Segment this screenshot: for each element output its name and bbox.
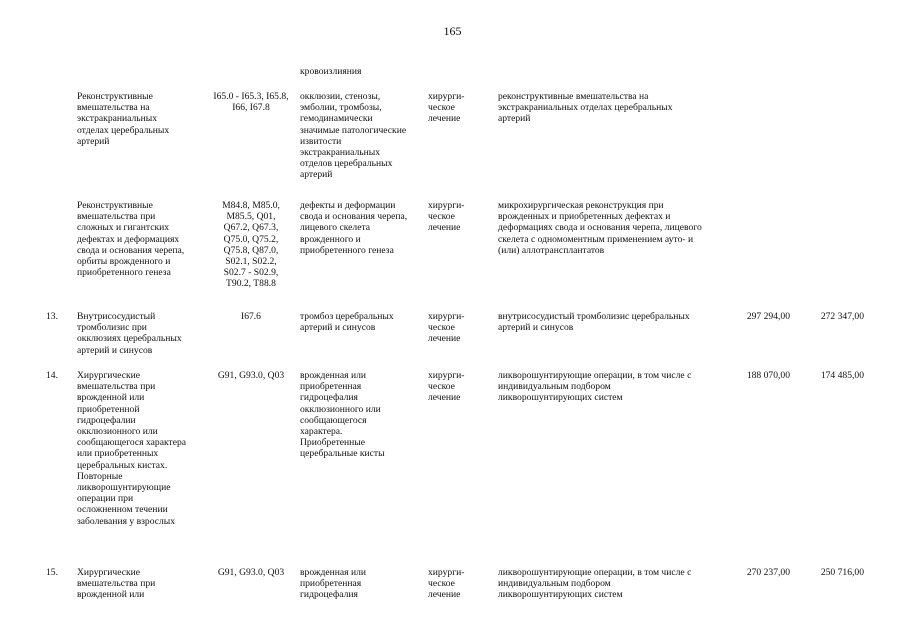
- row-number: 14.: [46, 370, 58, 381]
- treatment-type: хирурги- ческое лечение: [428, 567, 465, 601]
- standard-price: 188 070,00: [746, 370, 790, 381]
- continued-model-text: кровоизлияния: [300, 66, 362, 77]
- treatment-method: ликворошунтирующие операции, в том числе с индивидуальным подбором ликворошунтирующих систем: [498, 370, 692, 404]
- standard-price: 297 294,00: [746, 311, 790, 322]
- reduced-price: 174 485,00: [820, 370, 864, 381]
- patient-model: дефекты и деформации свода и основания черепа, лицевого скелета врожденного и приобретенного генеза: [300, 200, 408, 256]
- row-number: 13.: [46, 311, 58, 322]
- icd-codes: G91, G93.0, Q03: [217, 567, 285, 578]
- patient-model: тромбоз церебральных артерий и синусов: [300, 311, 394, 334]
- care-type-name: Реконструктивные вмешательства при сложных и гигантских дефектах и деформациях свода и основания черепа, орбиты врожденного и приобретенного генеза: [77, 200, 185, 279]
- reduced-price: 250 716,00: [820, 567, 864, 578]
- treatment-type: хирурги- ческое лечение: [428, 91, 465, 125]
- care-type-name: Внутрисосудистый тромболизис при окклюзиях церебральных артерий и синусов: [77, 311, 182, 356]
- patient-model: врожденная или приобретенная гидроцефалия окклюзионного или сообщающегося характера. Приобретенные церебральные кисты: [300, 370, 385, 460]
- patient-model: врожденная или приобретенная гидроцефалия: [300, 567, 367, 601]
- icd-codes: G91, G93.0, Q03: [217, 370, 285, 381]
- reduced-price: 272 347,00: [820, 311, 864, 322]
- treatment-method: ликворошунтирующие операции, в том числе с индивидуальным подбором ликворошунтирующих систем: [498, 567, 692, 601]
- care-type-name: Хирургические вмешательства при врожденной или: [77, 567, 156, 601]
- icd-codes: I67.6: [241, 311, 261, 322]
- page-number: 165: [443, 24, 462, 38]
- standard-price: 270 237,00: [746, 567, 790, 578]
- treatment-type: хирурги- ческое лечение: [428, 200, 465, 234]
- icd-codes: I65.0 - I65.3, I65.8, I66, I67.8: [213, 91, 289, 114]
- care-type-name: Хирургические вмешательства при врожденной или приобретенной гидроцефалии окклюзионного или сообщающегося характера или приобретенных церебральных кистах. Повторные ликворошунтирующие операции при осложненном течении заболевания у взрослых: [77, 370, 187, 527]
- treatment-type: хирурги- ческое лечение: [428, 311, 465, 345]
- care-type-name: Реконструктивные вмешательства на экстракраниальных отделах церебральных артерий: [77, 91, 170, 147]
- treatment-method: внутрисосудистый тромболизис церебральных артерий и синусов: [498, 311, 690, 334]
- icd-codes: M84.8, M85.0, M85.5, Q01, Q67.2, Q67.3, Q75.0, Q75.2, Q75.8, Q87.0, S02.1, S02.2, S02.7 - S02.9, T90.2, T88.8: [222, 200, 280, 290]
- treatment-method: реконструктивные вмешательства на экстракраниальных отделах церебральных артерий: [498, 91, 673, 125]
- row-number: 15.: [46, 567, 58, 578]
- treatment-method: микрохирургическая реконструкция при врожденных и приобретенных дефектах и деформациях свода и основания черепа, лицевого скелета с одномоментным применением ауто- и (или) аллотрансплантатов: [498, 200, 702, 256]
- patient-model: окклюзии, стенозы, эмболии, тромбозы, гемодинамически значимые патологические извитости экстракраниальных отделов церебральных артерий: [300, 91, 407, 181]
- treatment-type: хирурги- ческое лечение: [428, 370, 465, 404]
